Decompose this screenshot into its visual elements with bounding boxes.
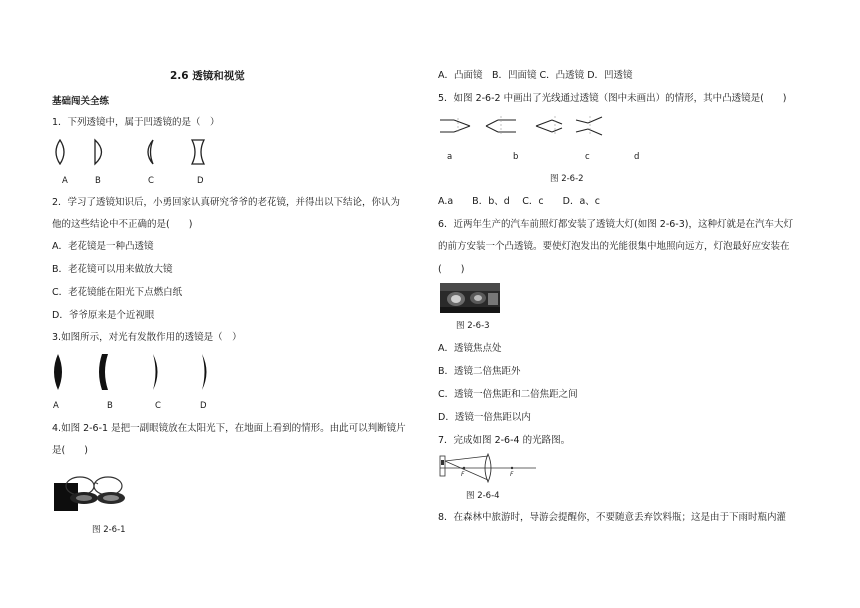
q3-label-a: A bbox=[53, 401, 59, 411]
q3-label-b: B bbox=[107, 401, 113, 411]
q3-lens-c bbox=[153, 354, 158, 390]
q1-label-d: D bbox=[197, 176, 204, 186]
question-6-line1: 6．近两年生产的汽车前照灯都安装了透镜大灯(如图 2-6-3)，这种灯就是在汽车大灯 bbox=[438, 219, 793, 230]
figure-2-6-1-caption: 图 2-6-1 bbox=[92, 525, 126, 535]
question-5-text: 5．如图 2-6-2 中画出了光线通过透镜（图中未画出）的情形，其中凸透镜是( ) bbox=[438, 93, 787, 104]
q1-lens-b-planoconvex bbox=[95, 140, 102, 164]
q5-label-a: a bbox=[447, 152, 453, 162]
q5-label-d: d bbox=[634, 152, 640, 162]
q3-lens-d bbox=[202, 354, 207, 390]
q3-lens-b bbox=[99, 354, 108, 390]
figure-2-6-2-light-paths bbox=[438, 114, 658, 140]
q6-option-b: B．透镜二倍焦距外 bbox=[438, 366, 521, 377]
q2-option-c: C．老花镜能在阳光下点燃白纸 bbox=[52, 287, 183, 298]
figure-2-6-4-caption: 图 2-6-4 bbox=[466, 491, 500, 501]
q1-lens-a-biconvex bbox=[56, 140, 64, 164]
q3-lens-figures bbox=[50, 353, 220, 393]
q1-label-a: A bbox=[62, 176, 68, 186]
q6-option-a: A．透镜焦点处 bbox=[438, 343, 502, 354]
question-6-line3: ( ) bbox=[438, 264, 465, 275]
q1-lens-d-biconcave bbox=[192, 140, 204, 164]
question-8-text: 8．在森林中旅游时，导游会提醒你，不要随意丢弃饮料瓶；这是由于下雨时瓶内灌 bbox=[438, 512, 787, 523]
question-1-text: 1．下列透镜中，属于凹透镜的是（ ） bbox=[52, 117, 220, 128]
question-3-text: 3.如图所示，对光有发散作用的透镜是（ ） bbox=[52, 332, 242, 343]
question-2-line1: 2．学习了透镜知识后，小勇回家认真研究爷爷的老花镜，并得出以下结论，你认为 bbox=[52, 197, 401, 208]
q6-option-c: C．透镜一倍焦距和二倍焦距之间 bbox=[438, 389, 578, 400]
q5-options: A.a B．b、d C．c D．a、c bbox=[438, 196, 600, 207]
q3-label-c: C bbox=[155, 401, 161, 411]
q2-option-b: B．老花镜可以用来做放大镜 bbox=[52, 264, 173, 275]
q1-lens-c-meniscus bbox=[148, 140, 153, 164]
q2-option-a: A．老花镜是一种凸透镜 bbox=[52, 241, 154, 252]
figure-2-6-3-caption: 图 2-6-3 bbox=[456, 321, 490, 331]
question-6-line2: 的前方安装一个凸透镜。要使灯泡发出的光能很集中地照向远方，灯泡最好应安装在 bbox=[438, 241, 790, 252]
q6-option-d: D．透镜一倍焦距以内 bbox=[438, 412, 531, 423]
q5-label-c: c bbox=[585, 152, 590, 162]
figure-2-6-1-glasses-photo bbox=[54, 465, 130, 511]
q4-options: A．凸面镜 B．凹面镜 C．凸透镜 D．凹透镜 bbox=[438, 70, 633, 81]
figure-2-6-4-ray-diagram bbox=[438, 452, 538, 482]
q2-option-d: D．爷爷原来是个近视眼 bbox=[52, 310, 155, 321]
figure-2-6-2-caption: 图 2-6-2 bbox=[550, 174, 584, 184]
q1-label-b: B bbox=[95, 176, 101, 186]
q3-label-d: D bbox=[200, 401, 207, 411]
q3-lens-a bbox=[54, 354, 62, 390]
question-4-line2: 是( ) bbox=[52, 445, 88, 456]
question-7-text: 7．完成如图 2-6-4 的光路图。 bbox=[438, 435, 571, 446]
question-4-line1: 4.如图 2-6-1 是把一副眼镜放在太阳光下，在地面上看到的情形。由此可以判断镜片 bbox=[52, 423, 406, 434]
section-heading: 基础闯关全练 bbox=[52, 96, 110, 107]
f-label-right: F bbox=[510, 471, 514, 478]
question-2-line2: 他的这些结论中不正确的是( ) bbox=[52, 219, 193, 230]
q1-label-c: C bbox=[148, 176, 154, 186]
q1-lens-figures bbox=[50, 138, 220, 168]
figure-2-6-3-headlight-photo bbox=[440, 283, 500, 313]
page-title: 2.6 透镜和视觉 bbox=[170, 70, 245, 82]
f-label-left: F bbox=[461, 471, 465, 478]
q5-label-b: b bbox=[513, 152, 519, 162]
